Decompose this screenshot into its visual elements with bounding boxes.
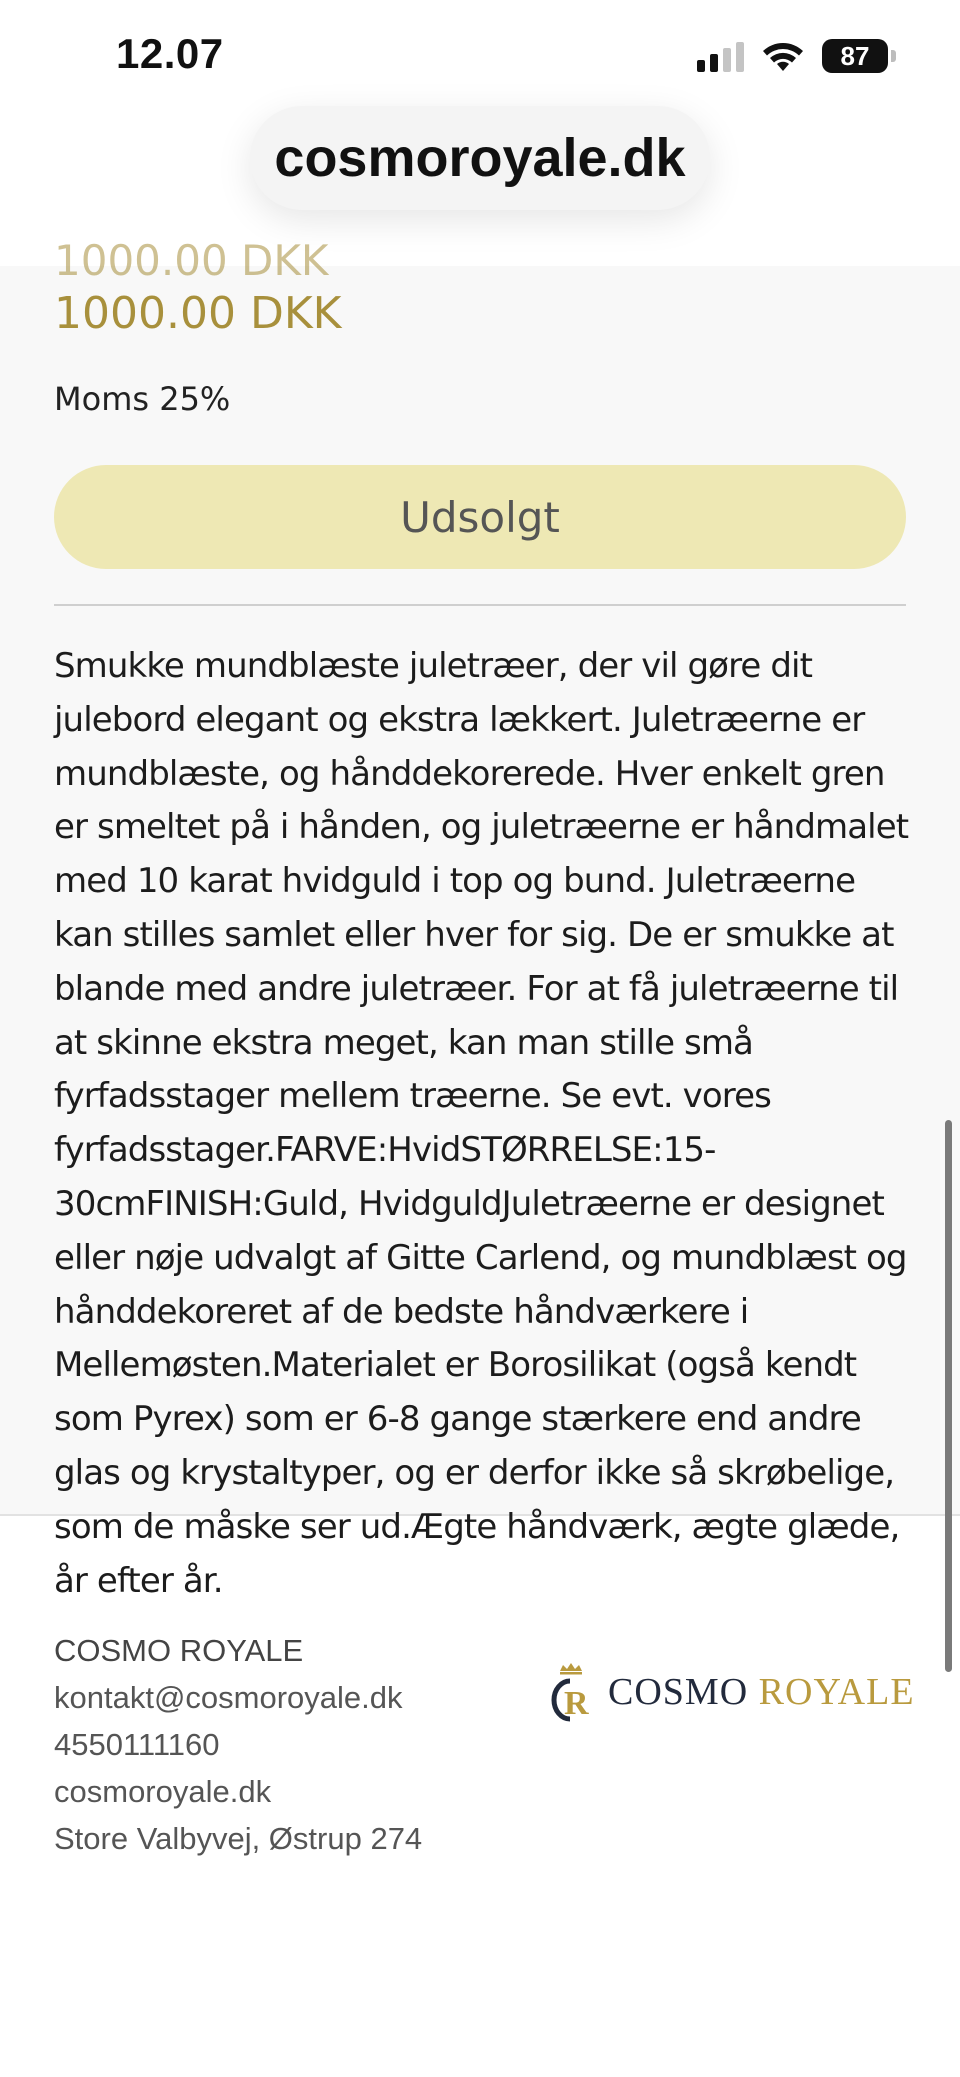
scrollbar[interactable] bbox=[945, 1120, 952, 1672]
logo-wordmark bbox=[608, 1670, 915, 1714]
url-bar[interactable]: cosmoroyale.dk bbox=[250, 106, 710, 210]
footer-address: Store Valbyvej, Østrup 274 bbox=[54, 1821, 423, 1856]
footer-contact bbox=[54, 1627, 422, 1862]
footer-email-link[interactable]: kontakt@cosmoroyale.dk bbox=[54, 1680, 403, 1715]
logo-word-royale: ROYALE bbox=[758, 1671, 915, 1713]
divider bbox=[54, 604, 906, 606]
status-bar bbox=[0, 0, 960, 110]
status-time: 12.07 bbox=[116, 30, 224, 77]
logo-word-cosmo: COSMO bbox=[608, 1671, 749, 1713]
footer-website-link[interactable]: cosmoroyale.dk bbox=[54, 1774, 272, 1809]
crown-monogram-icon bbox=[542, 1661, 602, 1723]
old-price: 1000.00 DKK bbox=[54, 236, 329, 285]
svg-text:R: R bbox=[564, 1685, 589, 1722]
signal-icon bbox=[697, 40, 744, 72]
company-logo bbox=[542, 1660, 915, 1724]
status-icons bbox=[697, 36, 888, 76]
battery-icon: 87 bbox=[822, 39, 888, 73]
sold-out-button[interactable]: Udsolgt bbox=[54, 465, 906, 569]
vat-label: Moms 25% bbox=[54, 380, 231, 418]
product-section bbox=[0, 236, 960, 1601]
footer-company: COSMO ROYALE bbox=[54, 1633, 304, 1668]
footer-phone-link[interactable]: 4550111160 bbox=[54, 1727, 220, 1762]
product-price: 1000.00 DKK bbox=[54, 288, 342, 339]
product-description: Smukke mundblæste juletræer, der vil gøre dit julebord elegant og ekstra lækkert. Juletræerne er mundblæste, og hånddekorerede. Hver enkelt gren er smeltet på i hånden, og juletræerne er håndmalet med 10 karat hvidguld i top og bund. Juletræerne kan stilles samlet eller hver for sig. De er smukke at blande med andre juletræer. For at få juletræerne til at skinne ekstra meget, kan man stille små fyrfadsstager mellem træerne. Se evt. vores fyrfadsstager.FARVE:HvidSTØRRELSE:15-30cmFINISH:Guld, HvidguldJuletræerne er designet eller nøje udvalgt af Gitte Carlend, og mundblæst og hånddekoreret af de bedste håndværkere i Mellemøsten.Materialet er Borosilikat (også kendt som Pyrex) som er 6-8 gange stærkere end andre glas og krystaltyper, og er derfor ikke så skrøbelige, som de måske ser ud.Ægte håndværk, ægte glæde, år efter år. bbox=[54, 646, 909, 1601]
wifi-icon bbox=[760, 39, 806, 73]
